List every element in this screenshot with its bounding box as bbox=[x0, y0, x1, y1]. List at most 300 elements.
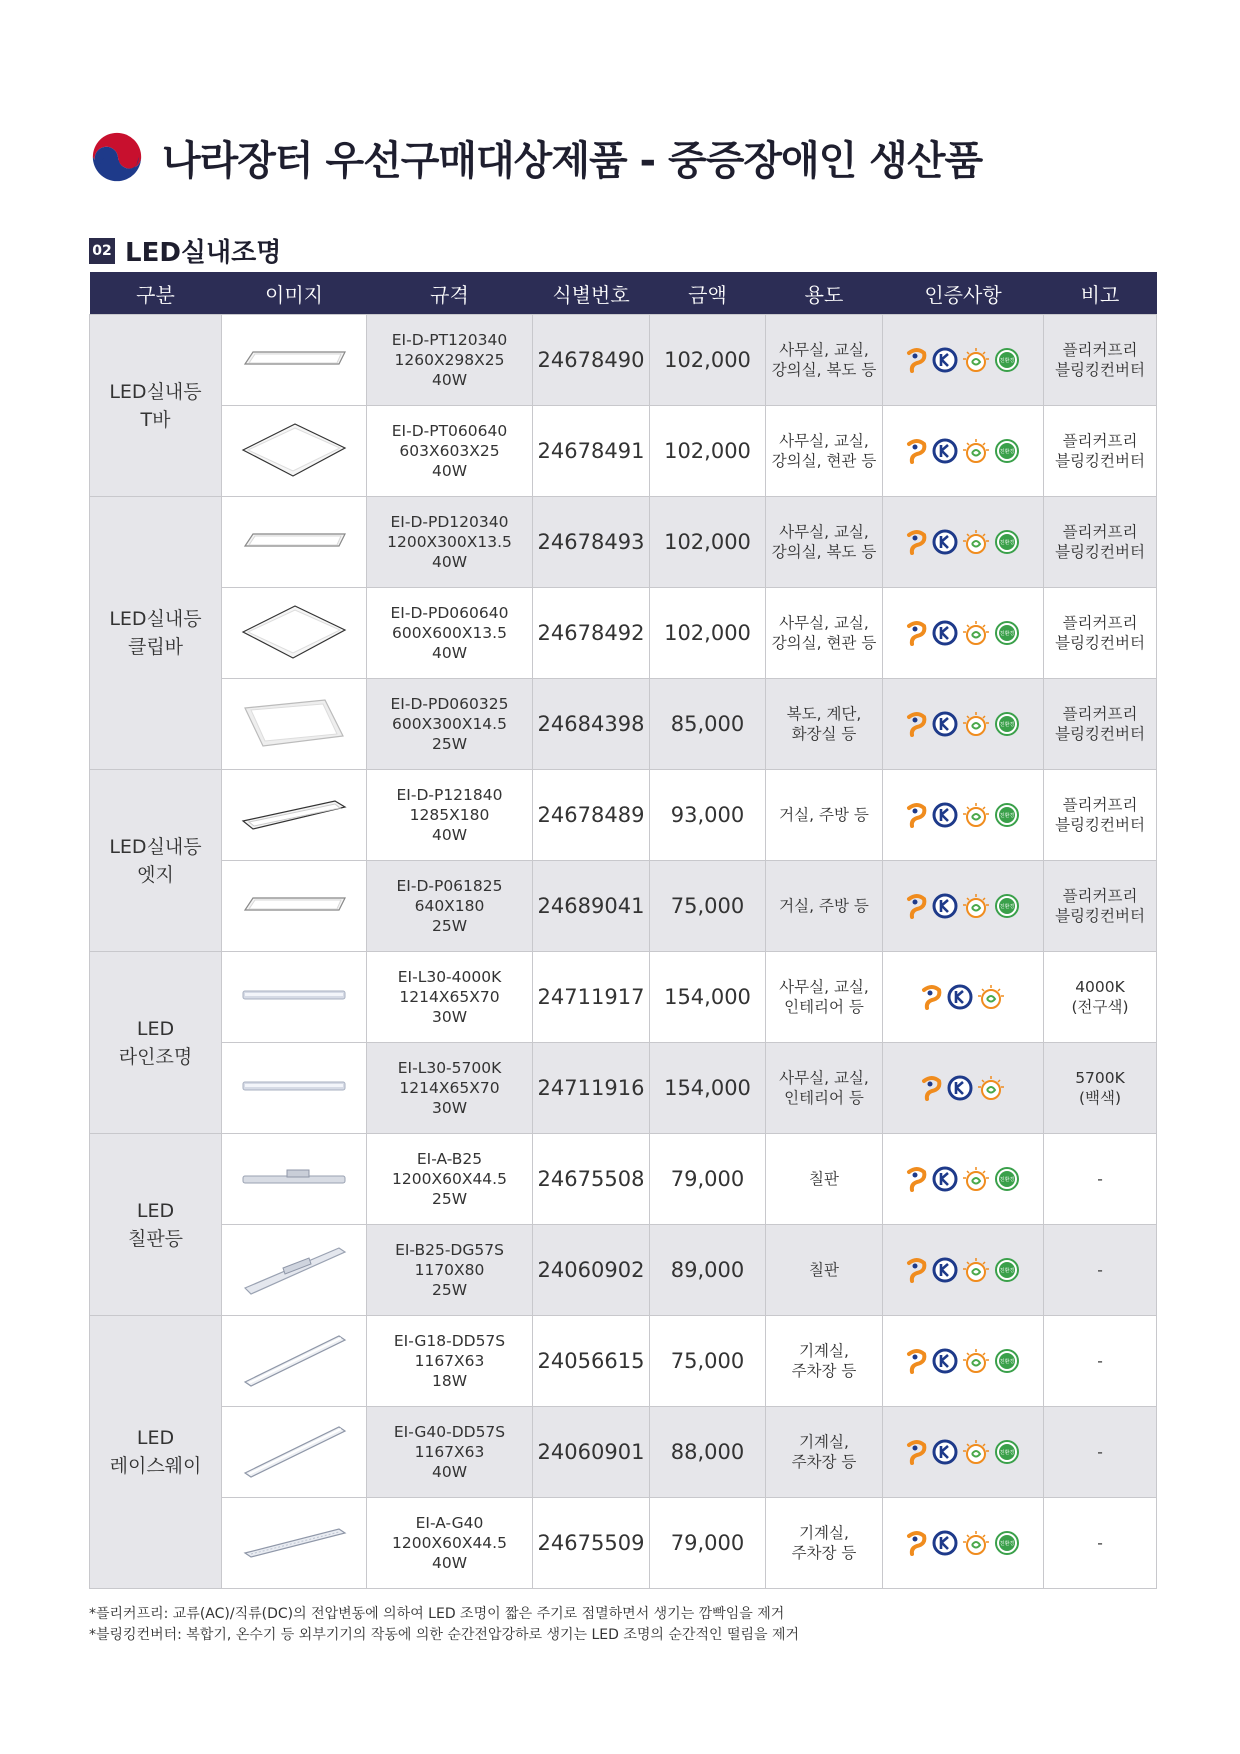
note-text: (전구색) bbox=[1071, 998, 1129, 1016]
eco-label-icon bbox=[994, 438, 1020, 464]
eco-label-icon bbox=[994, 711, 1020, 737]
wattage: 25W bbox=[431, 1190, 468, 1208]
usage-text: 복도, 계단, bbox=[786, 705, 862, 723]
cert-marks bbox=[883, 1348, 1043, 1374]
price: 93,000 bbox=[650, 770, 766, 861]
price: 75,000 bbox=[650, 1316, 766, 1407]
usage-text: 인테리어 등 bbox=[784, 1089, 864, 1107]
spec-cell bbox=[367, 861, 533, 952]
note-text: - bbox=[1097, 1261, 1103, 1279]
note-text: 4000K bbox=[1075, 978, 1125, 996]
certification-cell bbox=[883, 1225, 1044, 1316]
identification-number: 24678492 bbox=[533, 588, 650, 679]
note-cell bbox=[1044, 588, 1157, 679]
section-heading bbox=[89, 232, 281, 269]
price: 79,000 bbox=[650, 1134, 766, 1225]
table-row bbox=[90, 497, 1157, 588]
usage-text: 사무실, 교실, bbox=[779, 523, 869, 541]
model-number: EI-A-G40 bbox=[415, 1514, 484, 1532]
svg-text:친환경: 친환경 bbox=[999, 1268, 1015, 1274]
kc-mark-icon bbox=[932, 711, 958, 737]
table-row bbox=[90, 861, 1157, 952]
table-row bbox=[90, 1134, 1157, 1225]
svg-text:친환경: 친환경 bbox=[999, 1177, 1015, 1183]
note-cell bbox=[1044, 315, 1157, 406]
category-cell bbox=[90, 1134, 222, 1316]
column-header: 용도 bbox=[766, 272, 883, 315]
note-text: 블링킹컨버터 bbox=[1055, 361, 1145, 379]
usage-text: 사무실, 교실, bbox=[779, 614, 869, 632]
identification-number: 24675508 bbox=[533, 1134, 650, 1225]
wattage: 18W bbox=[431, 1372, 468, 1390]
category-label: LED bbox=[136, 1017, 175, 1040]
price: 85,000 bbox=[650, 679, 766, 770]
identification-number: 24678490 bbox=[533, 315, 650, 406]
cert-marks bbox=[883, 347, 1043, 373]
usage-cell bbox=[766, 1407, 883, 1498]
usage-cell bbox=[766, 497, 883, 588]
model-number: EI-L30-4000K bbox=[397, 968, 502, 986]
svg-text:친환경: 친환경 bbox=[999, 722, 1015, 728]
price: 102,000 bbox=[650, 315, 766, 406]
note-cell bbox=[1044, 679, 1157, 770]
note-text: 플리커프리 bbox=[1062, 614, 1138, 632]
note-text: 플리커프리 bbox=[1062, 432, 1138, 450]
product-image bbox=[222, 315, 367, 406]
cert-marks bbox=[883, 1530, 1043, 1556]
spec-cell bbox=[367, 1134, 533, 1225]
table-row bbox=[90, 679, 1157, 770]
category-label: 레이스웨이 bbox=[109, 1455, 202, 1477]
svg-text:친환경: 친환경 bbox=[999, 1450, 1015, 1456]
identification-number: 24678493 bbox=[533, 497, 650, 588]
wattage: 40W bbox=[431, 1463, 468, 1481]
page-header bbox=[88, 128, 982, 186]
government-logo-icon bbox=[88, 128, 146, 186]
category-cell bbox=[90, 952, 222, 1134]
category-label: 라인조명 bbox=[118, 1045, 193, 1068]
svg-text:친환경: 친환경 bbox=[999, 904, 1015, 910]
section-title: LED실내조명 bbox=[125, 238, 282, 268]
energy-mark-icon bbox=[962, 347, 990, 373]
svg-text:친환경: 친환경 bbox=[999, 449, 1015, 455]
usage-cell bbox=[766, 1316, 883, 1407]
wattage: 25W bbox=[431, 735, 468, 753]
table-row bbox=[90, 1407, 1157, 1498]
category-cell bbox=[90, 497, 222, 770]
table-row bbox=[90, 588, 1157, 679]
identification-number: 24711916 bbox=[533, 1043, 650, 1134]
certification-cell bbox=[883, 406, 1044, 497]
certification-cell bbox=[883, 1316, 1044, 1407]
usage-cell bbox=[766, 315, 883, 406]
energy-mark-icon bbox=[962, 711, 990, 737]
dimensions: 1200X60X44.5 bbox=[392, 1534, 507, 1552]
spec-cell bbox=[367, 1225, 533, 1316]
note-text: 블링킹컨버터 bbox=[1055, 543, 1145, 561]
usage-cell bbox=[766, 679, 883, 770]
category-label: 엣지 bbox=[137, 863, 174, 886]
product-image bbox=[222, 406, 367, 497]
identification-number: 24678491 bbox=[533, 406, 650, 497]
svg-text:친환경: 친환경 bbox=[999, 358, 1015, 364]
table-row bbox=[90, 1043, 1157, 1134]
note-cell bbox=[1044, 1498, 1157, 1589]
price: 89,000 bbox=[650, 1225, 766, 1316]
product-image bbox=[222, 679, 367, 770]
cert-mark-1-icon bbox=[906, 1530, 928, 1556]
table-row bbox=[90, 406, 1157, 497]
eco-label-icon bbox=[994, 802, 1020, 828]
cert-mark-1-icon bbox=[906, 1439, 928, 1465]
svg-text:친환경: 친환경 bbox=[999, 813, 1015, 819]
eco-label-icon bbox=[994, 1439, 1020, 1465]
usage-cell bbox=[766, 1225, 883, 1316]
cert-mark-1-icon bbox=[906, 438, 928, 464]
note-text: 플리커프리 bbox=[1062, 887, 1138, 905]
model-number: EI-D-PD120340 bbox=[390, 513, 509, 531]
cert-mark-1-icon bbox=[906, 620, 928, 646]
wattage: 30W bbox=[431, 1008, 468, 1026]
model-number: EI-L30-5700K bbox=[397, 1059, 502, 1077]
dimensions: 1285X180 bbox=[409, 806, 490, 824]
kc-mark-icon bbox=[947, 984, 973, 1010]
category-cell bbox=[90, 770, 222, 952]
model-number: EI-D-PT060640 bbox=[391, 422, 508, 440]
cert-mark-1-icon bbox=[906, 1257, 928, 1283]
table-row bbox=[90, 1316, 1157, 1407]
cert-marks bbox=[883, 893, 1043, 919]
price: 102,000 bbox=[650, 406, 766, 497]
product-image bbox=[222, 1043, 367, 1134]
footnotes bbox=[89, 1604, 799, 1646]
energy-mark-icon bbox=[962, 802, 990, 828]
model-number: EI-G18-DD57S bbox=[393, 1332, 506, 1350]
cert-marks bbox=[883, 802, 1043, 828]
cert-mark-1-icon bbox=[921, 984, 943, 1010]
cert-mark-1-icon bbox=[906, 893, 928, 919]
cert-mark-1-icon bbox=[906, 711, 928, 737]
dimensions: 1200X60X44.5 bbox=[392, 1170, 507, 1188]
model-number: EI-D-PT120340 bbox=[391, 331, 508, 349]
category-label: LED bbox=[136, 1199, 175, 1222]
product-table bbox=[89, 272, 1157, 1589]
product-image bbox=[222, 861, 367, 952]
category-label: LED실내등 bbox=[109, 608, 202, 630]
cert-marks bbox=[883, 1166, 1043, 1192]
eco-label-icon bbox=[994, 1257, 1020, 1283]
usage-text: 주차장 등 bbox=[791, 1453, 857, 1471]
footnote: *플리커프리: 교류(AC)/직류(DC)의 전압변동에 의하여 LED 조명이 짧은 주기로 점멸하면서 생기는 깜빡임을 제거 bbox=[89, 1606, 785, 1622]
svg-text:친환경: 친환경 bbox=[999, 1359, 1015, 1365]
spec-cell bbox=[367, 1407, 533, 1498]
svg-text:친환경: 친환경 bbox=[999, 1541, 1015, 1547]
usage-text: 사무실, 교실, bbox=[779, 341, 869, 359]
wattage: 40W bbox=[431, 462, 468, 480]
wattage: 40W bbox=[431, 1554, 468, 1572]
kc-mark-icon bbox=[932, 438, 958, 464]
wattage: 40W bbox=[431, 644, 468, 662]
certification-cell bbox=[883, 679, 1044, 770]
kc-mark-icon bbox=[932, 1530, 958, 1556]
dimensions: 1167X63 bbox=[414, 1352, 485, 1370]
kc-mark-icon bbox=[932, 1439, 958, 1465]
note-text: - bbox=[1097, 1443, 1103, 1461]
model-number: EI-D-PD060640 bbox=[390, 604, 509, 622]
eco-label-icon bbox=[994, 620, 1020, 646]
dimensions: 1170X80 bbox=[414, 1261, 485, 1279]
product-image bbox=[222, 952, 367, 1043]
identification-number: 24675509 bbox=[533, 1498, 650, 1589]
column-header: 규격 bbox=[367, 272, 533, 315]
table-header-row bbox=[90, 272, 1157, 315]
column-header: 금액 bbox=[650, 272, 766, 315]
spec-cell bbox=[367, 1316, 533, 1407]
usage-text: 사무실, 교실, bbox=[779, 978, 869, 996]
wattage: 40W bbox=[431, 371, 468, 389]
energy-mark-icon bbox=[962, 893, 990, 919]
note-text: - bbox=[1097, 1352, 1103, 1370]
kc-mark-icon bbox=[932, 347, 958, 373]
eco-label-icon bbox=[994, 529, 1020, 555]
cert-mark-1-icon bbox=[921, 1075, 943, 1101]
energy-mark-icon bbox=[962, 1257, 990, 1283]
kc-mark-icon bbox=[932, 1348, 958, 1374]
price: 102,000 bbox=[650, 588, 766, 679]
note-text: 플리커프리 bbox=[1062, 796, 1138, 814]
svg-text:친환경: 친환경 bbox=[999, 540, 1015, 546]
usage-text: 강의실, 현관 등 bbox=[771, 452, 877, 470]
kc-mark-icon bbox=[947, 1075, 973, 1101]
certification-cell bbox=[883, 770, 1044, 861]
cert-mark-1-icon bbox=[906, 1166, 928, 1192]
note-cell bbox=[1044, 1225, 1157, 1316]
cert-marks bbox=[883, 1439, 1043, 1465]
note-text: 플리커프리 bbox=[1062, 705, 1138, 723]
category-label: LED실내등 bbox=[109, 835, 202, 858]
kc-mark-icon bbox=[932, 529, 958, 555]
spec-cell bbox=[367, 770, 533, 861]
price: 154,000 bbox=[650, 1043, 766, 1134]
note-cell bbox=[1044, 952, 1157, 1043]
kc-mark-icon bbox=[932, 1166, 958, 1192]
model-number: EI-G40-DD57S bbox=[393, 1423, 506, 1441]
kc-mark-icon bbox=[932, 893, 958, 919]
energy-mark-icon bbox=[962, 1530, 990, 1556]
identification-number: 24689041 bbox=[533, 861, 650, 952]
identification-number: 24060902 bbox=[533, 1225, 650, 1316]
note-cell bbox=[1044, 1043, 1157, 1134]
dimensions: 600X600X13.5 bbox=[392, 624, 507, 642]
dimensions: 603X603X25 bbox=[399, 442, 500, 460]
identification-number: 24678489 bbox=[533, 770, 650, 861]
spec-cell bbox=[367, 952, 533, 1043]
category-label: T바 bbox=[140, 408, 171, 431]
note-text: 블링킹컨버터 bbox=[1055, 452, 1145, 470]
certification-cell bbox=[883, 1498, 1044, 1589]
model-number: EI-D-P061825 bbox=[396, 877, 503, 895]
wattage: 40W bbox=[431, 553, 468, 571]
kc-mark-icon bbox=[932, 620, 958, 646]
cert-mark-1-icon bbox=[906, 1348, 928, 1374]
certification-cell bbox=[883, 315, 1044, 406]
note-cell bbox=[1044, 497, 1157, 588]
column-header: 이미지 bbox=[222, 272, 367, 315]
usage-cell bbox=[766, 1498, 883, 1589]
product-image bbox=[222, 1407, 367, 1498]
cert-marks bbox=[883, 529, 1043, 555]
identification-number: 24711917 bbox=[533, 952, 650, 1043]
certification-cell bbox=[883, 588, 1044, 679]
eco-label-icon bbox=[994, 347, 1020, 373]
cert-mark-1-icon bbox=[906, 529, 928, 555]
certification-cell bbox=[883, 861, 1044, 952]
product-image bbox=[222, 1134, 367, 1225]
model-number: EI-D-P121840 bbox=[396, 786, 503, 804]
usage-text: 사무실, 교실, bbox=[779, 432, 869, 450]
cert-marks bbox=[883, 620, 1043, 646]
column-header: 식별번호 bbox=[533, 272, 650, 315]
usage-text: 기계실, bbox=[799, 1342, 849, 1360]
wattage: 25W bbox=[431, 917, 468, 935]
cert-mark-1-icon bbox=[906, 347, 928, 373]
note-cell bbox=[1044, 861, 1157, 952]
column-header: 인증사항 bbox=[883, 272, 1044, 315]
usage-text: 칠판 bbox=[809, 1170, 839, 1188]
dimensions: 1260X298X25 bbox=[394, 351, 505, 369]
usage-text: 강의실, 복도 등 bbox=[771, 543, 877, 561]
energy-mark-icon bbox=[962, 529, 990, 555]
energy-mark-icon bbox=[962, 438, 990, 464]
model-number: EI-D-PD060325 bbox=[390, 695, 509, 713]
product-image bbox=[222, 770, 367, 861]
dimensions: 600X300X14.5 bbox=[392, 715, 507, 733]
identification-number: 24056615 bbox=[533, 1316, 650, 1407]
table-row bbox=[90, 770, 1157, 861]
certification-cell bbox=[883, 1134, 1044, 1225]
cert-marks bbox=[883, 438, 1043, 464]
kc-mark-icon bbox=[932, 802, 958, 828]
eco-label-icon bbox=[994, 1530, 1020, 1556]
spec-cell bbox=[367, 406, 533, 497]
energy-mark-icon bbox=[962, 1439, 990, 1465]
usage-text: 강의실, 복도 등 bbox=[771, 361, 877, 379]
note-cell bbox=[1044, 1134, 1157, 1225]
spec-cell bbox=[367, 1498, 533, 1589]
usage-text: 주차장 등 bbox=[791, 1544, 857, 1562]
eco-label-icon bbox=[994, 1166, 1020, 1192]
usage-text: 거실, 주방 등 bbox=[779, 806, 869, 824]
wattage: 30W bbox=[431, 1099, 468, 1117]
product-image bbox=[222, 1498, 367, 1589]
usage-cell bbox=[766, 406, 883, 497]
usage-text: 칠판 bbox=[809, 1261, 839, 1279]
energy-mark-icon bbox=[977, 1075, 1005, 1101]
kc-mark-icon bbox=[932, 1257, 958, 1283]
usage-text: 인테리어 등 bbox=[784, 998, 864, 1016]
category-cell bbox=[90, 1316, 222, 1589]
spec-cell bbox=[367, 588, 533, 679]
cert-marks bbox=[883, 984, 1043, 1010]
wattage: 40W bbox=[431, 826, 468, 844]
cert-marks bbox=[883, 1257, 1043, 1283]
usage-text: 기계실, bbox=[799, 1433, 849, 1451]
usage-text: 사무실, 교실, bbox=[779, 1069, 869, 1087]
section-number: 02 bbox=[89, 238, 115, 264]
usage-cell bbox=[766, 1134, 883, 1225]
category-label: 클립바 bbox=[127, 636, 184, 658]
eco-label-icon bbox=[994, 893, 1020, 919]
category-label: LED bbox=[136, 1427, 175, 1449]
certification-cell bbox=[883, 952, 1044, 1043]
note-cell bbox=[1044, 770, 1157, 861]
product-image bbox=[222, 1316, 367, 1407]
usage-cell bbox=[766, 588, 883, 679]
note-text: 블링킹컨버터 bbox=[1055, 725, 1145, 743]
price: 79,000 bbox=[650, 1498, 766, 1589]
certification-cell bbox=[883, 1043, 1044, 1134]
cert-mark-1-icon bbox=[906, 802, 928, 828]
category-label: 칠판등 bbox=[127, 1227, 184, 1250]
table-row bbox=[90, 315, 1157, 406]
note-text: 5700K bbox=[1075, 1069, 1125, 1087]
note-text: 플리커프리 bbox=[1062, 341, 1138, 359]
product-image bbox=[222, 497, 367, 588]
price: 75,000 bbox=[650, 861, 766, 952]
dimensions: 1214X65X70 bbox=[399, 988, 500, 1006]
column-header: 비고 bbox=[1044, 272, 1157, 315]
identification-number: 24684398 bbox=[533, 679, 650, 770]
note-text: - bbox=[1097, 1170, 1103, 1188]
price: 154,000 bbox=[650, 952, 766, 1043]
model-number: EI-A-B25 bbox=[416, 1150, 483, 1168]
price: 102,000 bbox=[650, 497, 766, 588]
usage-cell bbox=[766, 770, 883, 861]
energy-mark-icon bbox=[962, 1166, 990, 1192]
wattage: 25W bbox=[431, 1281, 468, 1299]
usage-cell bbox=[766, 952, 883, 1043]
page-title: 나라장터 우선구매대상제품 - 중증장애인 생산품 bbox=[162, 137, 983, 184]
usage-text: 기계실, bbox=[799, 1524, 849, 1542]
usage-text: 거실, 주방 등 bbox=[779, 897, 869, 915]
energy-mark-icon bbox=[977, 984, 1005, 1010]
product-image bbox=[222, 1225, 367, 1316]
svg-text:친환경: 친환경 bbox=[999, 631, 1015, 637]
model-number: EI-B25-DG57S bbox=[395, 1241, 504, 1259]
dimensions: 1214X65X70 bbox=[399, 1079, 500, 1097]
usage-text: 강의실, 현관 등 bbox=[771, 634, 877, 652]
note-text: - bbox=[1097, 1534, 1103, 1552]
spec-cell bbox=[367, 1043, 533, 1134]
note-cell bbox=[1044, 1407, 1157, 1498]
table-row bbox=[90, 952, 1157, 1043]
spec-cell bbox=[367, 679, 533, 770]
product-image bbox=[222, 588, 367, 679]
identification-number: 24060901 bbox=[533, 1407, 650, 1498]
dimensions: 1167X63 bbox=[414, 1443, 485, 1461]
energy-mark-icon bbox=[962, 620, 990, 646]
certification-cell bbox=[883, 497, 1044, 588]
note-cell bbox=[1044, 406, 1157, 497]
cert-marks bbox=[883, 711, 1043, 737]
eco-label-icon bbox=[994, 1348, 1020, 1374]
cert-marks bbox=[883, 1075, 1043, 1101]
price: 88,000 bbox=[650, 1407, 766, 1498]
category-label: LED실내등 bbox=[109, 380, 202, 403]
usage-cell bbox=[766, 861, 883, 952]
usage-cell bbox=[766, 1043, 883, 1134]
table-row bbox=[90, 1225, 1157, 1316]
